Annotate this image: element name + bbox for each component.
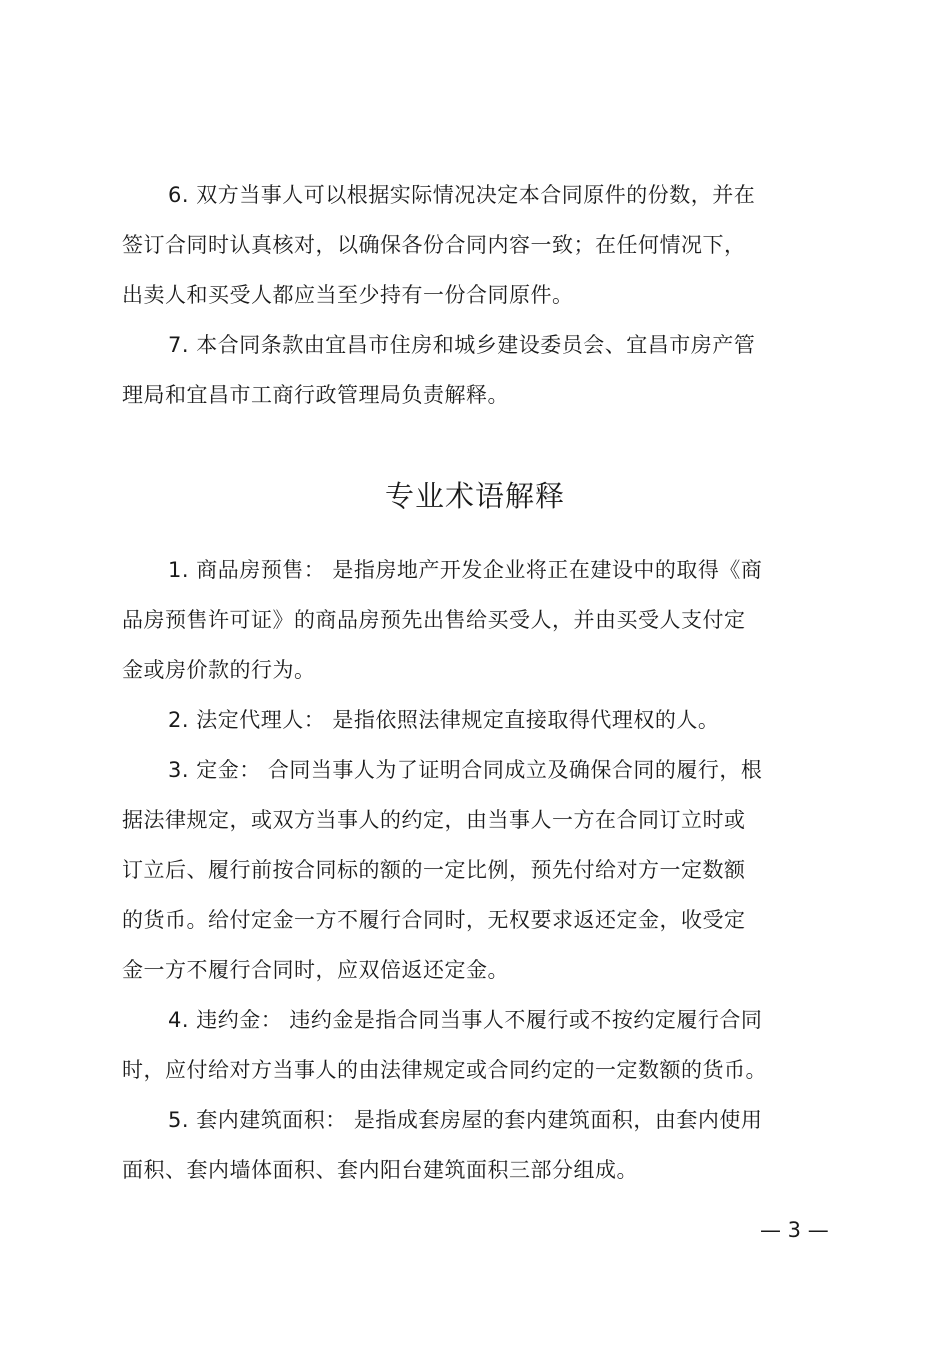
- term-3-line-5: 金一方不履行合同时，应双倍返还定金。: [122, 958, 509, 982]
- page-number: — 3 —: [760, 1218, 829, 1242]
- term-3-line-2: 据法律规定，或双方当事人的约定，由当事人一方在合同订立时或: [122, 808, 746, 832]
- clause-6-line-3: 出卖人和买受人都应当至少持有一份合同原件。: [122, 283, 574, 307]
- term-5-line-2: 面积、套内墙体面积、套内阳台建筑面积三部分组成。: [122, 1158, 638, 1182]
- clause-6-line-2: 签订合同时认真核对，以确保各份合同内容一致；在任何情况下，: [122, 233, 746, 257]
- term-3-line-3: 订立后、履行前按合同标的额的一定比例，预先付给对方一定数额: [122, 858, 746, 882]
- term-2-line-1: 2. 法定代理人： 是指依照法律规定直接取得代理权的人。: [168, 708, 720, 732]
- term-3-line-4: 的货币。给付定金一方不履行合同时，无权要求返还定金，收受定: [122, 908, 746, 932]
- term-3-line-1: 3. 定金： 合同当事人为了证明合同成立及确保合同的履行，根: [168, 758, 763, 782]
- glossary-title: 专业术语解释: [384, 479, 565, 513]
- term-1-line-1: 1. 商品房预售： 是指房地产开发企业将正在建设中的取得《商: [168, 558, 763, 582]
- clause-7-line-1: 7. 本合同条款由宜昌市住房和城乡建设委员会、宜昌市房产管: [168, 333, 756, 357]
- term-1-line-2: 品房预售许可证》的商品房预先出售给买受人，并由买受人支付定: [122, 608, 746, 632]
- term-4-line-2: 时，应付给对方当事人的由法律规定或合同约定的一定数额的货币。: [122, 1058, 767, 1082]
- clause-7-line-2: 理局和宜昌市工商行政管理局负责解释。: [122, 383, 509, 407]
- clause-6-line-1: 6. 双方当事人可以根据实际情况决定本合同原件的份数，并在: [168, 183, 756, 207]
- term-1-line-3: 金或房价款的行为。: [122, 658, 316, 682]
- term-4-line-1: 4. 违约金： 违约金是指合同当事人不履行或不按约定履行合同: [168, 1008, 763, 1032]
- term-5-line-1: 5. 套内建筑面积： 是指成套房屋的套内建筑面积，由套内使用: [168, 1108, 763, 1132]
